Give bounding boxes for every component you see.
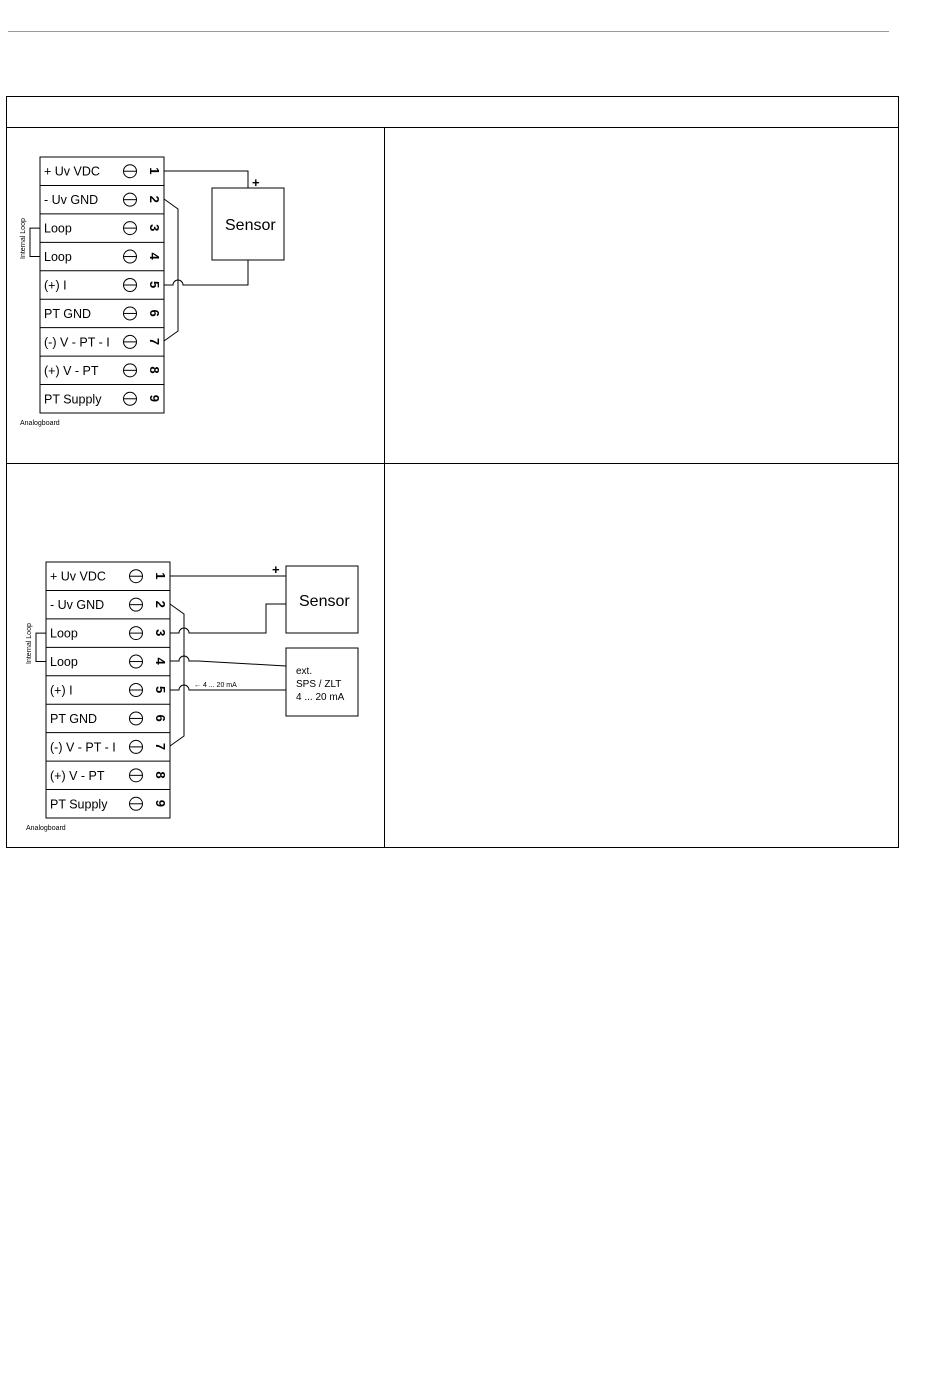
terminal-label-1: + Uv VDC bbox=[44, 164, 100, 179]
terminal-number-5: 5 bbox=[147, 281, 162, 289]
terminal-number-9: 9 bbox=[153, 799, 168, 808]
wire-terminal-3-to-sensor bbox=[170, 604, 286, 633]
terminal-number-7: 7 bbox=[147, 337, 162, 346]
plus-sign: + bbox=[272, 562, 280, 577]
terminal-number-1: 1 bbox=[147, 167, 162, 175]
terminal-label-3: Loop bbox=[44, 221, 72, 236]
internal-loop-bracket bbox=[36, 633, 46, 661]
terminal-label-2: - Uv GND bbox=[44, 193, 99, 208]
terminal-number-1: 1 bbox=[153, 572, 168, 580]
terminal-label-8: (+) V - PT bbox=[50, 768, 105, 783]
terminal-number-2: 2 bbox=[153, 600, 168, 608]
sensor-label: Sensor bbox=[225, 217, 276, 234]
terminal-label-8: (+) V - PT bbox=[44, 363, 99, 378]
wire-terminal-4-to-ext bbox=[170, 656, 286, 666]
plus-sign: + bbox=[252, 175, 260, 190]
terminal-label-6: PT GND bbox=[44, 306, 91, 321]
terminal-number-5: 5 bbox=[153, 686, 168, 694]
ext-line-1: ext. bbox=[296, 666, 313, 677]
terminal-number-8: 8 bbox=[147, 366, 162, 374]
terminal-label-6: PT GND bbox=[50, 711, 97, 726]
terminal-number-4: 4 bbox=[153, 657, 168, 665]
sensor-label: Sensor bbox=[299, 593, 350, 610]
terminal-number-4: 4 bbox=[147, 252, 162, 260]
terminal-number-3: 3 bbox=[147, 224, 162, 232]
terminal-label-9: PT Supply bbox=[50, 797, 108, 812]
terminal-label-7: (-) V - PT - I bbox=[50, 740, 116, 755]
terminal-number-8: 8 bbox=[153, 771, 168, 779]
terminal-number-7: 7 bbox=[153, 742, 168, 751]
terminal-label-5: (+) I bbox=[50, 683, 73, 698]
terminal-label-9: PT Supply bbox=[44, 392, 102, 407]
ext-line-3: 4 ... 20 mA bbox=[296, 692, 345, 703]
terminal-label-7: (-) V - PT - I bbox=[44, 335, 110, 350]
bridge-terminal-2-7 bbox=[170, 604, 184, 746]
terminal-label-3: Loop bbox=[50, 626, 78, 641]
internal-loop-label: Internal Loop bbox=[20, 218, 27, 259]
terminal-number-9: 9 bbox=[147, 394, 162, 403]
internal-loop-label: Internal Loop bbox=[26, 623, 33, 664]
terminal-label-1: + Uv VDC bbox=[50, 569, 106, 584]
board-label: Analogboard bbox=[20, 420, 60, 427]
terminal-label-4: Loop bbox=[44, 250, 72, 265]
terminal-label-4: Loop bbox=[50, 655, 78, 670]
ext-line-2: SPS / ZLT bbox=[296, 679, 342, 690]
terminal-number-3: 3 bbox=[153, 629, 168, 637]
terminal-number-2: 2 bbox=[147, 195, 162, 203]
terminal-label-2: - Uv GND bbox=[50, 598, 105, 613]
terminal-label-5: (+) I bbox=[44, 278, 67, 293]
board-label: Analogboard bbox=[26, 825, 66, 832]
terminal-number-6: 6 bbox=[153, 714, 168, 722]
current-range-label: ← 4 ... 20 mA bbox=[194, 682, 237, 689]
terminal-number-6: 6 bbox=[147, 309, 162, 317]
